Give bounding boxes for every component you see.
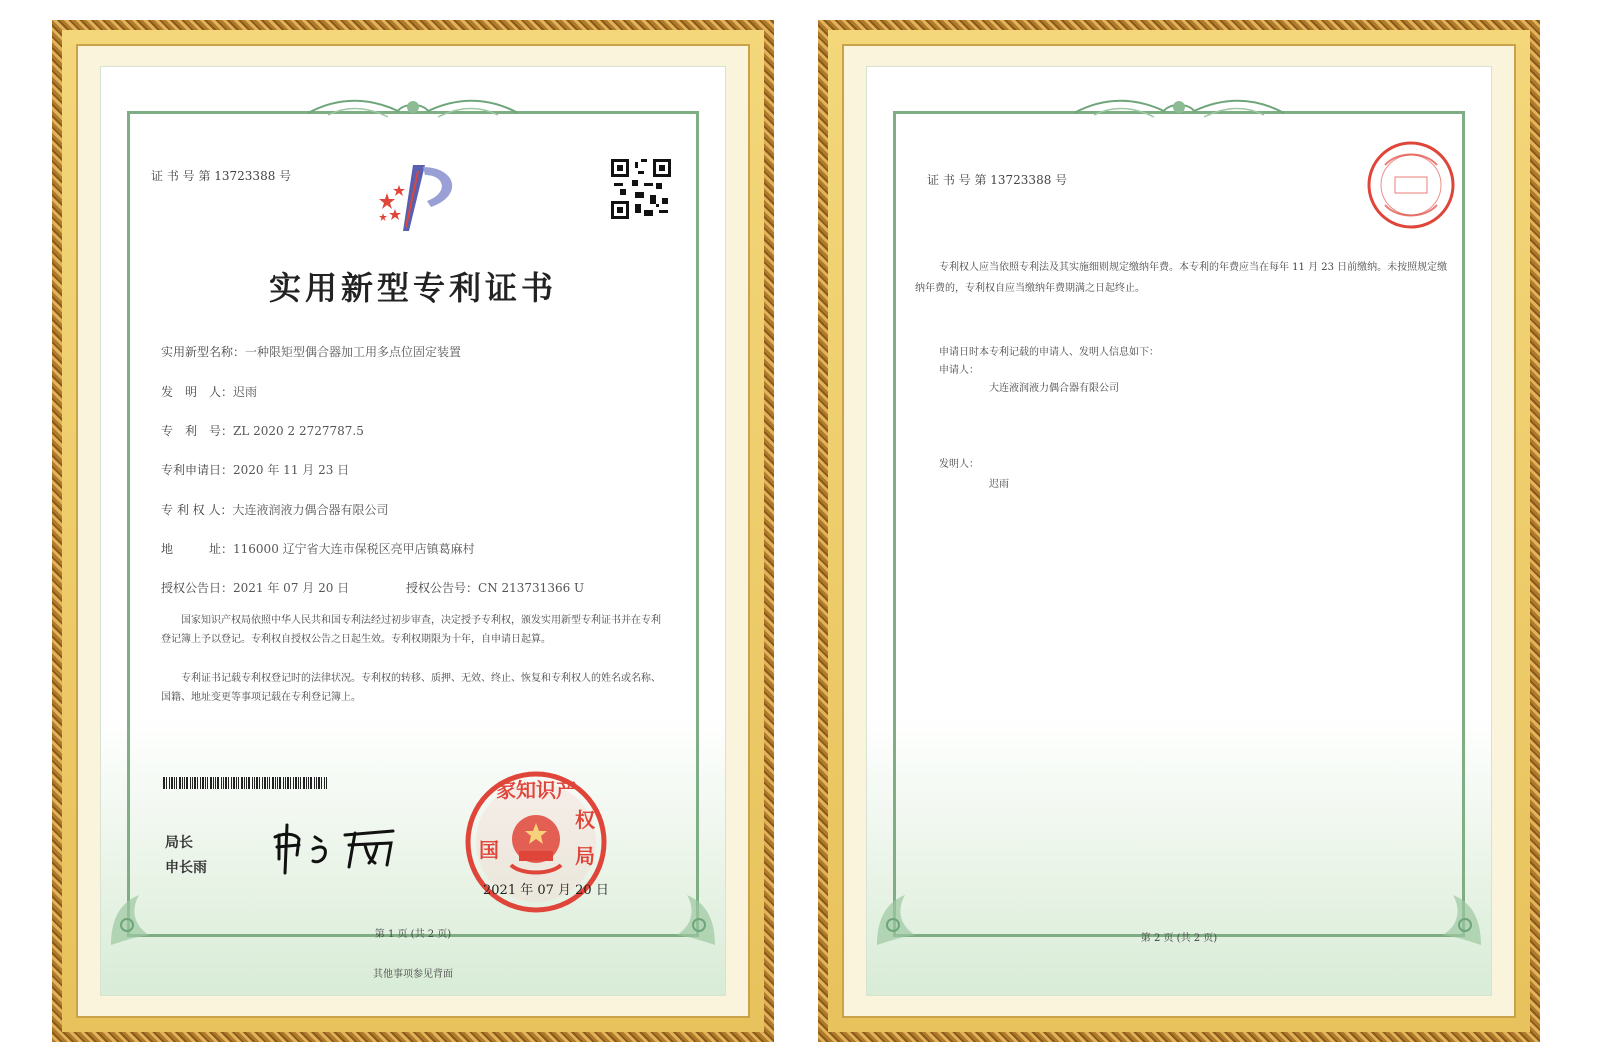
frame-inner (828, 30, 1530, 1032)
frame-mat (76, 44, 750, 1018)
field-label: 专 利 权 人： (161, 503, 233, 517)
field-value: 迟雨 (233, 385, 258, 399)
field-label: 地 址： (161, 542, 234, 556)
certificate-page-2 (866, 66, 1492, 996)
frame-inner (62, 30, 764, 1032)
applicant-label: 申请人： (939, 365, 979, 376)
barcode-icon (163, 777, 327, 789)
field-address (161, 540, 475, 557)
inventor-label: 发明人： (939, 459, 979, 470)
field-value: 一种限矩型偶合器加工用多点位固定装置 (245, 345, 462, 359)
page-number: 第 2 页 (共 2 页) (1140, 933, 1218, 944)
director-title: 局长 (165, 835, 193, 851)
inventor-value: 迟雨 (989, 479, 1009, 490)
director-name: 申长雨 (165, 860, 207, 876)
svg-text:权: 权 (575, 808, 595, 832)
certificate-frame-page-2 (818, 20, 1540, 1042)
seal-date: 2021 年 07 月 20 日 (483, 883, 609, 898)
certificate-frame-page-1 (52, 20, 774, 1042)
legal-paragraph-2: 专利证书记载专利权登记时的法律状况。专利权的转移、质押、无效、终止、恢复和专利权人的姓名或名称、国籍、地址变更等事项记载在专利登记簿上。 (161, 673, 661, 703)
field-inventor (161, 383, 257, 400)
field-value: 2021 年 07 月 20 日 (233, 581, 350, 595)
field-label: 专 利 号： (161, 424, 234, 438)
corner-ornament-icon (651, 881, 721, 951)
field-label: 实用新型名称： (161, 345, 246, 359)
ornament-icon (298, 95, 528, 121)
field-patent-number (161, 422, 364, 439)
field-label: 授权公告日： (161, 581, 234, 595)
green-border (893, 111, 1465, 937)
field-value: 2020 年 11 月 23 日 (233, 463, 350, 477)
ornament-icon (1064, 95, 1294, 121)
agency-seal-icon (1365, 139, 1457, 231)
certificate-page-1 (100, 66, 726, 996)
footer-note: 其他事项参见背面 (373, 969, 453, 980)
field-value: CN 213731366 U (478, 581, 585, 595)
field-value: ZL 2020 2 2727787.5 (233, 424, 364, 438)
applicant-intro: 申请日时本专利记载的申请人、发明人信息如下： (939, 347, 1159, 358)
legal-paragraph-1: 国家知识产权局依照中华人民共和国专利法经过初步审查，决定授予专利权，颁发实用新型专利证书并在专利登记簿上予以登记。专利权自授权公告之日起生效。专利权期限为十年，自申请日起算。 (161, 615, 661, 645)
field-patent-owner (161, 501, 388, 518)
corner-ornament-icon (105, 881, 175, 951)
signature-icon (269, 815, 409, 879)
svg-text:家知识产: 家知识产 (496, 778, 576, 802)
field-value: 116000 辽宁省大连市保税区亮甲店镇葛麻村 (233, 542, 475, 556)
annual-fee-paragraph: 专利权人应当依照专利法及其实施细则规定缴纳年费。本专利的年费应当在每年 11 月 23 日前缴纳。未按照规定缴纳年费的，专利权自应当缴纳年费期满之日起终止。 (915, 262, 1448, 294)
field-grant-date (161, 579, 349, 596)
svg-text:局: 局 (575, 844, 595, 868)
certificate-title: 实用新型专利证书 (268, 269, 557, 307)
field-label: 授权公告号： (406, 581, 479, 595)
frame-mat (842, 44, 1516, 1018)
field-label: 发 明 人： (161, 385, 234, 399)
svg-text:国: 国 (479, 838, 499, 862)
field-utility-name (161, 343, 461, 360)
page-number: 第 1 页 (共 2 页) (374, 929, 452, 940)
qr-code-icon (611, 159, 671, 219)
certificate-number: 证 书 号 第 13723388 号 (927, 173, 1068, 187)
applicant-value: 大连液润液力偶合器有限公司 (989, 383, 1119, 394)
field-grant-number (406, 579, 584, 596)
field-application-date (161, 461, 349, 478)
field-label: 专利申请日： (161, 463, 234, 477)
field-value: 大连液润液力偶合器有限公司 (232, 503, 389, 517)
patent-office-logo-icon (369, 155, 469, 235)
certificate-number: 证 书 号 第 13723388 号 (151, 169, 292, 183)
